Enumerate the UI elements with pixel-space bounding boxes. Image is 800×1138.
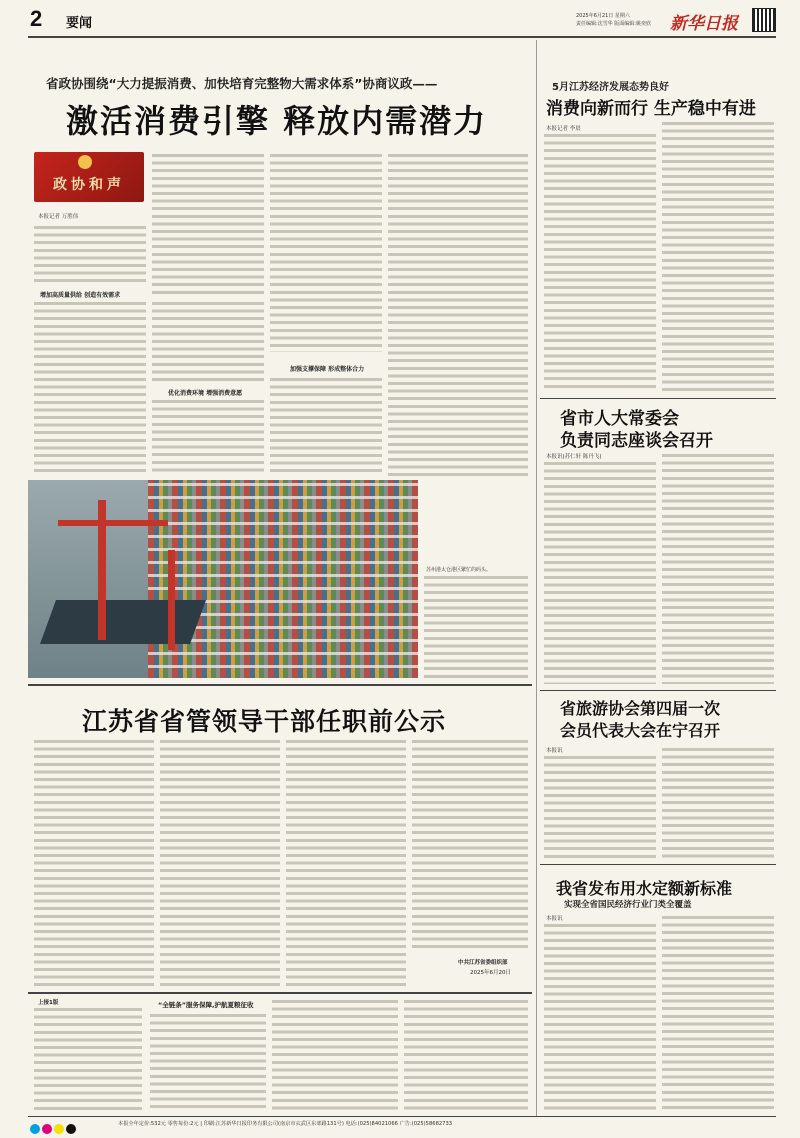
bottom-col3 xyxy=(272,998,398,1112)
port-photo xyxy=(28,480,418,678)
registration-marks xyxy=(30,1119,78,1138)
lead-bottom-rule xyxy=(28,684,532,686)
right-top-headline: 消费向新而行 生产稳中有进 xyxy=(546,99,756,119)
column-divider xyxy=(536,40,537,1116)
footer-text: 本报全年定价:532元 零售每份:2元 | 印刷:江苏新华日报印务有限公司(南京市玄武区东郊路131号) 电话:(025)84021066 广告:(025)58682733 xyxy=(118,1121,453,1127)
photo-crane-arm xyxy=(58,520,168,526)
notice-signature-org: 中共江苏省委组织部 xyxy=(458,960,508,966)
qr-code-icon xyxy=(752,8,776,32)
photo-ship xyxy=(40,600,206,644)
lead-headline: 激活消费引擎 释放内需潜力 xyxy=(66,102,488,140)
tourism-col2 xyxy=(662,746,774,858)
cyan-mark-icon xyxy=(30,1124,40,1134)
lead-body-col4 xyxy=(388,152,528,476)
notice-headline: 江苏省省管领导干部任职前公示 xyxy=(82,707,447,736)
npc-rule xyxy=(540,690,776,691)
tourism-col1 xyxy=(544,754,656,858)
bottom-left-head: 上接1版 xyxy=(38,1000,59,1006)
photo-caption-box xyxy=(424,574,528,678)
right-top-byline: 本报记者 李晨 xyxy=(546,126,581,132)
notice-body-col4 xyxy=(412,738,528,952)
notice-body-col1 xyxy=(34,738,154,986)
masthead-rule xyxy=(28,36,776,38)
logo-text: 政协和声 xyxy=(53,177,125,193)
footer-rule xyxy=(28,1116,776,1117)
bottom-box-title: “全链条”服务保障,护航夏粮征收 xyxy=(158,1001,254,1009)
right-top-rule xyxy=(540,398,776,399)
right-top-kicker: 5月江苏经济发展态势良好 xyxy=(552,82,669,93)
yellow-mark-icon xyxy=(54,1124,64,1134)
lead-body-col1-top xyxy=(34,224,146,286)
npc-byline: 本报讯(苏仁轩 陈丹飞) xyxy=(546,454,602,460)
right-top-col1 xyxy=(544,132,656,392)
water-col1 xyxy=(544,922,656,1112)
lead-kicker: 省政协围绕“大力提振消费、加快培育完整物大需求体系”协商议政—— xyxy=(46,76,438,91)
magenta-mark-icon xyxy=(42,1124,52,1134)
paper-name-logo: 新华日报 xyxy=(670,14,738,34)
bottom-left-body xyxy=(34,1006,142,1112)
notice-bottom-rule xyxy=(28,992,532,994)
masthead-date: 2025年6月21日 星期六 xyxy=(576,13,630,19)
lead-body-col2c xyxy=(152,398,264,476)
water-col2 xyxy=(662,914,774,1112)
cppcc-logo xyxy=(34,152,144,202)
right-top-col2 xyxy=(662,120,774,392)
bottom-box-body xyxy=(150,1012,266,1112)
npc-headline-1: 省市人大常委会 xyxy=(560,409,679,429)
water-byline: 本报讯 xyxy=(546,916,563,922)
page-number: 2 xyxy=(30,6,43,31)
lead-subhead-1: 增加高质量供给 创造有效需求 xyxy=(40,292,121,299)
photo-crane-2 xyxy=(168,550,175,650)
section-title: 要闻 xyxy=(66,16,93,31)
lead-body-col1 xyxy=(34,300,146,476)
tourism-headline-1: 省旅游协会第四届一次 xyxy=(560,699,721,718)
bottom-col4 xyxy=(404,998,528,1112)
lead-body-col2b xyxy=(152,300,264,382)
lead-byline: 本报记者 万胜伟 xyxy=(38,214,79,220)
npc-col2 xyxy=(662,452,774,684)
lead-body-col3b xyxy=(270,376,382,476)
black-mark-icon xyxy=(66,1124,76,1134)
cppcc-emblem-icon xyxy=(78,155,92,169)
masthead-editors: 责任编辑:沈雪华 版面编辑:姚奕欣 xyxy=(576,21,651,27)
lead-body-col2 xyxy=(152,152,264,294)
notice-body-col2 xyxy=(160,738,280,986)
photo-sea xyxy=(28,480,148,678)
notice-body-col3 xyxy=(286,738,406,986)
npc-headline-2: 负责同志座谈会召开 xyxy=(560,431,713,451)
tourism-headline-2: 会员代表大会在宁召开 xyxy=(560,721,721,740)
water-headline: 我省发布用水定额新标准 xyxy=(556,879,733,898)
photo-container-rows xyxy=(148,480,418,678)
lead-subhead-3: 加强支撑保障 形成整体合力 xyxy=(290,366,365,373)
lead-body-col3 xyxy=(270,152,382,352)
npc-col1 xyxy=(544,460,656,684)
tourism-rule xyxy=(540,864,776,865)
notice-signature-date: 2025年6月20日 xyxy=(470,970,511,976)
tourism-byline: 本报讯 xyxy=(546,748,563,754)
water-subhead: 实现全省国民经济行业门类全覆盖 xyxy=(564,900,692,910)
lead-subhead-2: 优化消费环境 增强消费意愿 xyxy=(168,390,243,397)
photo-caption: 苏州港太仓港区繁忙的码头。 xyxy=(426,567,492,573)
